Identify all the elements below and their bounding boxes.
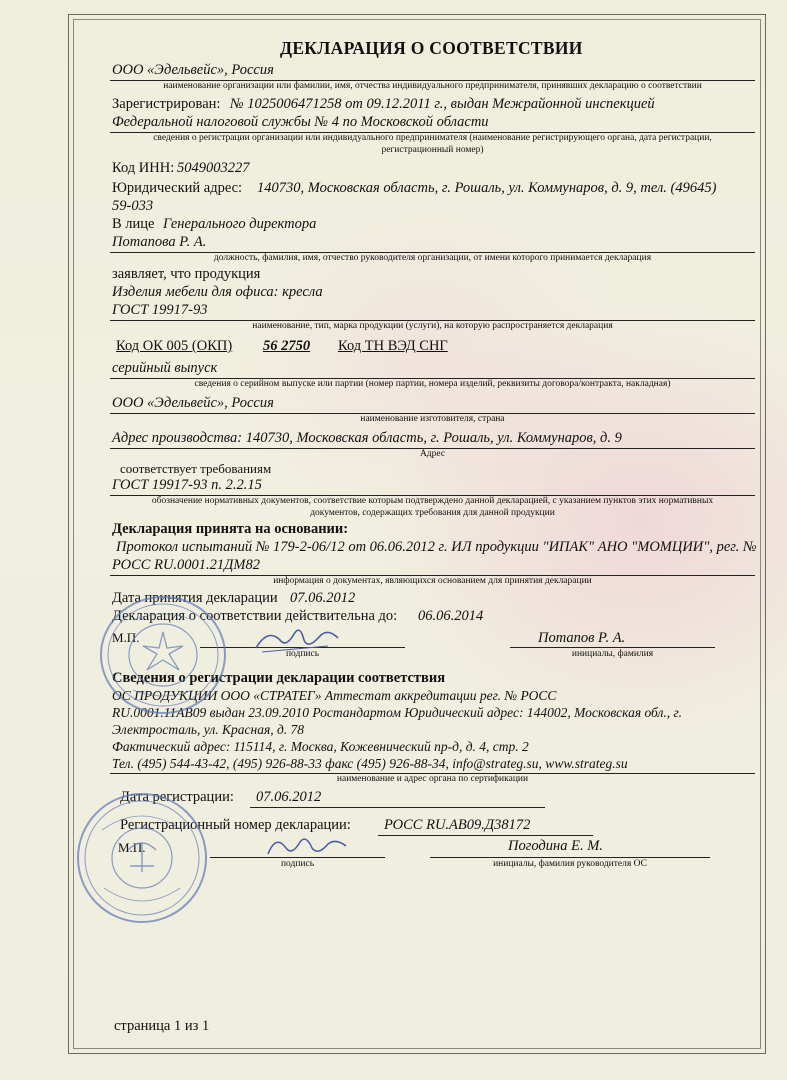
legal-address-line1: 140730, Московская область, г. Рошаль, ул. Коммунаров, д. 9, тел. (49645) [257, 180, 717, 196]
reg-body-line3: Электросталь, ул. Красная, д. 78 [112, 722, 305, 737]
legal-address-line2: 59-033 [112, 198, 154, 214]
registered-value-line1: № 1025006471258 от 09.12.2011 г., выдан Межрайонной инспекцией [230, 96, 655, 112]
inn-value: 5049003227 [177, 160, 250, 176]
reg-body-caption: наименование и адрес органа по сертификации [336, 774, 529, 784]
serial-caption: сведения о серийном выпуске или партии (номер партии, номера изделий, реквизиты договора/контракта, накладная) [194, 379, 671, 389]
director-name: Потапова Р. А. [112, 234, 207, 250]
accept-date-label: Дата принятия декларации [112, 590, 278, 606]
reg-date-value: 07.06.2012 [256, 789, 322, 805]
standard-caption-line1: обозначение нормативных документов, соответствие которым подтверждено данной декларацией, с указанием пунктов этих нормативных [151, 496, 714, 506]
reg-body-line2: RU.0001.11АВ09 выдан 23.09.2010 Ростандартом Юридический адрес: 144002, Московская обл., г. [112, 705, 682, 720]
reg-body-line5: Тел. (495) 544-43-42, (495) 926-88-33 факс (495) 926-88-34, info@strateg.su, www.strateg.su [112, 756, 628, 771]
organization-seal-icon [93, 590, 233, 720]
reg-date-label: Дата регистрации: [120, 789, 234, 805]
seal-label-2: М.П. [118, 840, 146, 855]
signature-caption-1: подпись [285, 649, 320, 659]
org-name: ООО «Эдельвейс», Россия [112, 62, 274, 78]
certification-seal-icon [72, 788, 212, 928]
reg-number-label: Регистрационный номер декларации: [120, 817, 351, 833]
complies-label: соответствует требованиям [120, 461, 272, 476]
signer-line-1 [510, 647, 715, 648]
declares-label: заявляет, что продукция [112, 266, 261, 282]
signature-2-icon [262, 828, 352, 862]
serial-value: серийный выпуск [112, 360, 218, 376]
basis-line1: Протокол испытаний № 179-2-06/12 от 06.06.2012 г. ИЛ продукции "ИПАК" АНО "МОМЦИИ", рег. № [116, 539, 757, 555]
reg-body-line4: Фактический адрес: 115114, г. Москва, Кожевнический пр-д, д. 4, стр. 2 [112, 739, 529, 754]
standard-caption-line2: документов, содержащих требования для данной продукции [310, 508, 555, 518]
org-name-caption: наименование организации или фамилии, имя, отчества индивидуального предпринимателя, принявших декларацию о соответствии [163, 81, 702, 91]
inn-label: Код ИНН: [112, 160, 175, 176]
standard-value: ГОСТ 19917-93 п. 2.2.15 [112, 477, 262, 493]
signer-caption-2: инициалы, фамилия руководителя ОС [493, 859, 647, 869]
signature-caption-2: подпись [280, 859, 315, 869]
registered-value-line2: Федеральной налоговой службы № 4 по Московской области [112, 114, 489, 130]
registered-caption-line2: регистрационный номер) [381, 145, 484, 155]
page-number: страница 1 из 1 [114, 1018, 210, 1034]
reg-body-line1: ОС ПРОДУКЦИИ ООО «СТРАТЕГ» Аттестат аккредитации рег. № РОСС [112, 688, 557, 703]
valid-until-label: Декларация о соответствии действительна до: [112, 608, 398, 624]
okp-value: 56 2750 [263, 338, 311, 354]
manufacturer-value: ООО «Эдельвейс», Россия [112, 395, 274, 411]
production-address-caption: Адрес [419, 449, 446, 459]
signer-name-1: Потапов Р. А. [538, 630, 626, 646]
accept-date-value: 07.06.2012 [290, 590, 356, 606]
legal-address-label: Юридический адрес: [112, 180, 243, 196]
okp-label: Код ОК 005 (ОКП) [116, 338, 233, 354]
signer-line-2 [430, 857, 710, 858]
signer-name-2: Погодина Е. М. [508, 838, 603, 854]
production-address: Адрес производства: 140730, Московская область, г. Рошаль, ул. Коммунаров, д. 9 [112, 430, 622, 446]
valid-until-value: 06.06.2014 [418, 608, 484, 624]
manufacturer-caption: наименование изготовителя, страна [360, 414, 505, 424]
director-caption: должность, фамилия, имя, отчество руководителя организации, от имени которого принимается декларация [213, 253, 652, 263]
basis-line2: РОСС RU.0001.21ДМ82 [112, 557, 260, 573]
product-line2: ГОСТ 19917-93 [112, 302, 208, 318]
document-title: ДЕКЛАРАЦИЯ О СООТВЕТСТВИИ [280, 38, 583, 58]
registered-caption-line1: сведения о регистрации организации или индивидуального предпринимателя (наименование регистрирующего органа, дата регистрации, [153, 133, 712, 143]
basis-heading: Декларация принята на основании: [112, 521, 349, 537]
reg-number-underline [378, 835, 593, 836]
reg-number-value: РОСС RU.АВ09.Д38172 [384, 817, 531, 833]
in-face-label: В лице [112, 216, 155, 232]
basis-caption: информация о документах, являющихся основанием для принятия декларации [273, 576, 592, 586]
seal-label-1: М.П. [112, 630, 140, 645]
product-line1: Изделия мебели для офиса: кресла [112, 284, 323, 300]
signature-1-icon [248, 618, 348, 658]
product-caption: наименование, тип, марка продукции (услуги), на которую распространяется декларация [252, 321, 613, 331]
registered-label: Зарегистрирован: [112, 96, 221, 112]
position-value: Генерального директора [163, 216, 317, 232]
registration-heading: Сведения о регистрации декларации соответствия [112, 670, 446, 686]
signer-caption-1: инициалы, фамилия [571, 649, 654, 659]
reg-date-underline [250, 807, 545, 808]
tnved-label: Код ТН ВЭД СНГ [338, 338, 448, 354]
